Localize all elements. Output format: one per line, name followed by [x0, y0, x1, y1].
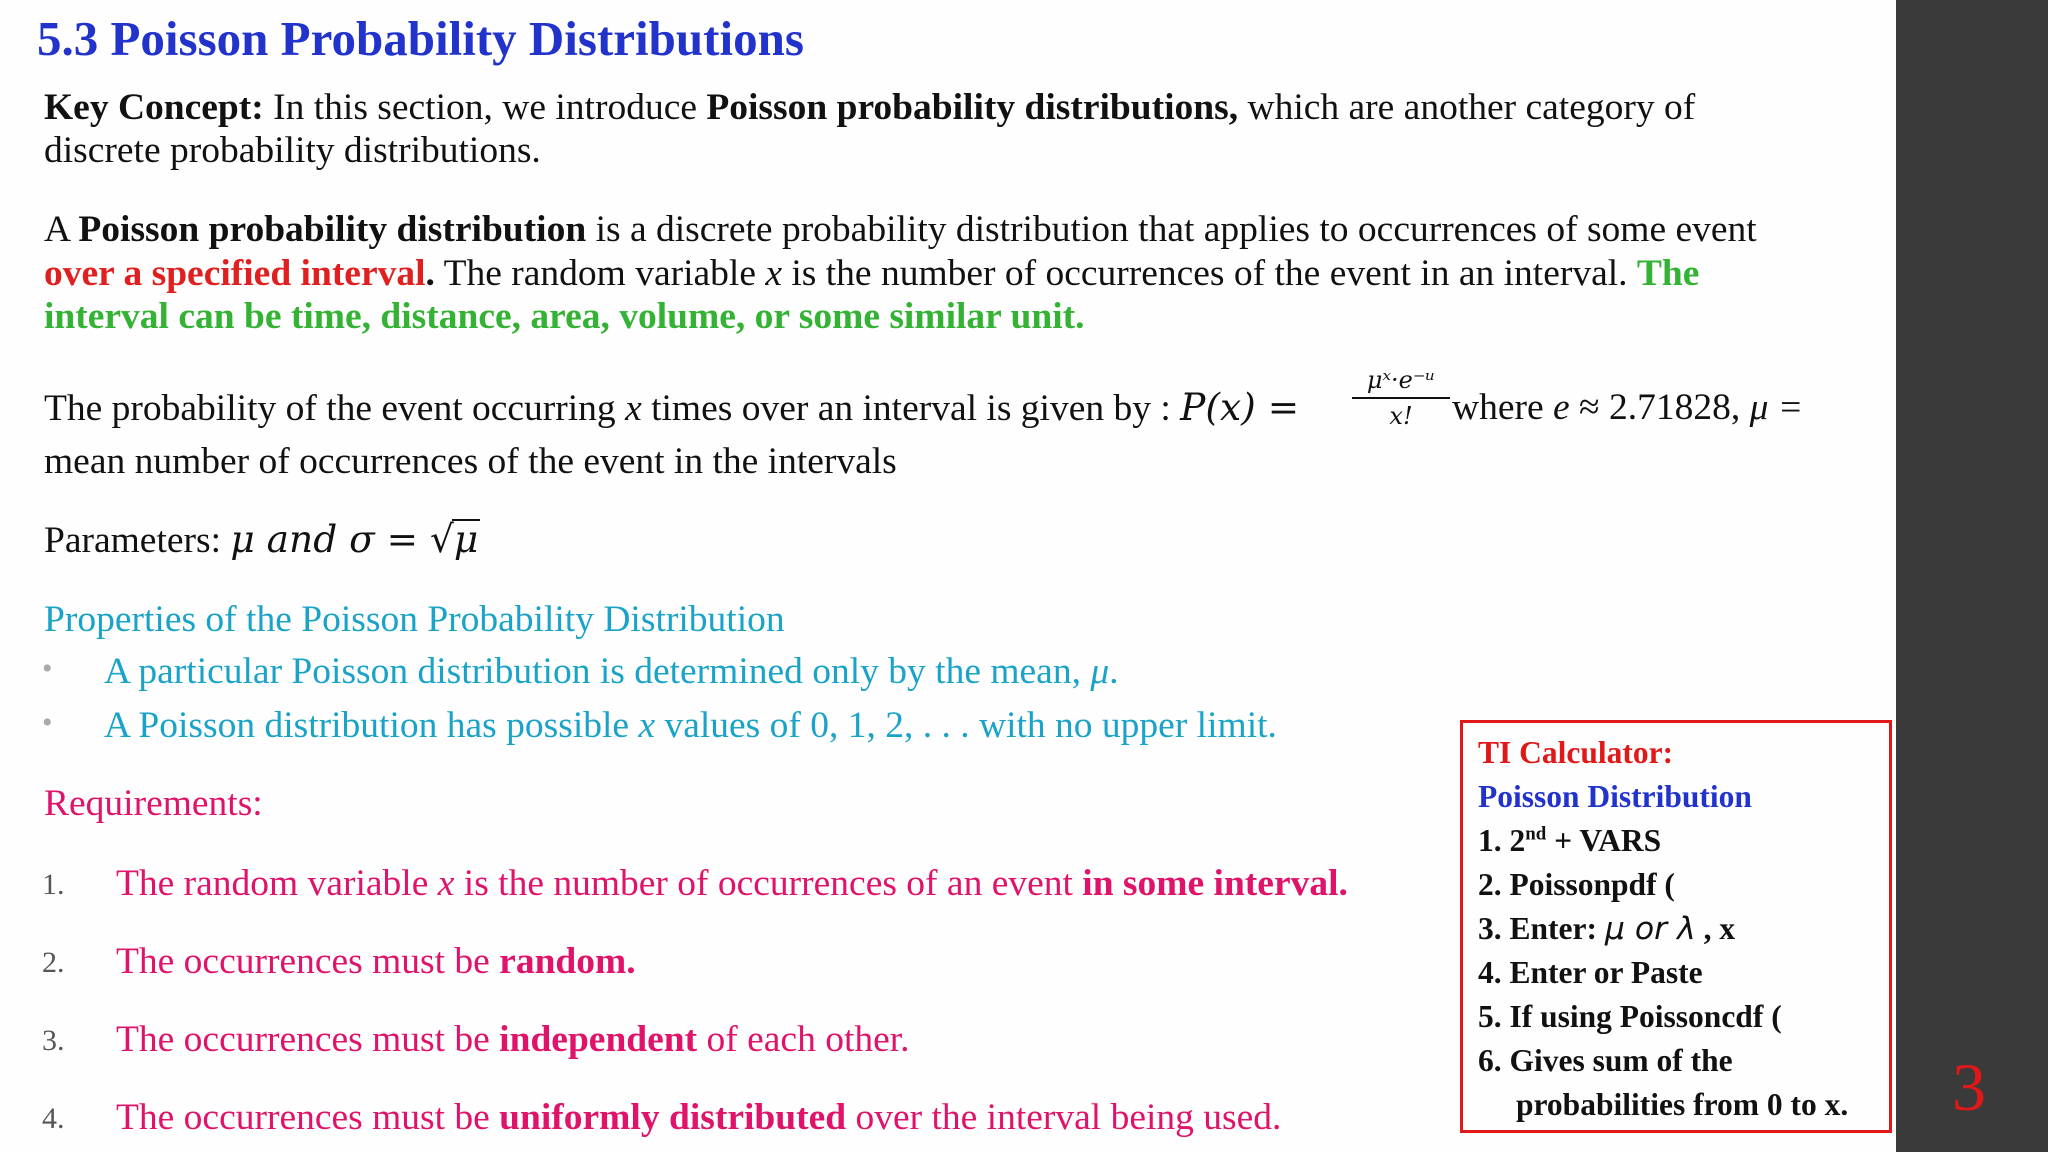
- formula-fraction: [1352, 366, 1450, 430]
- parameters-label: Parameters:: [44, 520, 231, 561]
- slide-title: 5.3 Poisson Probability Distributions: [37, 11, 804, 66]
- key-concept-bold: Poisson probability distributions,: [706, 87, 1239, 128]
- property-1-text: A particular Poisson distribution is determined only by the mean,: [104, 651, 1091, 692]
- requirement-2-text: The occurrences must be: [116, 941, 500, 982]
- ti-step-5: 5. If using Poissoncdf (: [1478, 999, 1782, 1034]
- sqrt-symbol: √: [429, 517, 454, 561]
- formula-mid: times over an interval is given by :: [641, 388, 1181, 429]
- requirement-4-text-2: over the interval being used.: [846, 1097, 1282, 1138]
- ti-heading: TI Calculator:: [1478, 735, 1674, 770]
- ti-step-4: 4. Enter or Paste: [1478, 955, 1703, 990]
- requirement-1-number: 1.: [42, 868, 65, 901]
- requirement-2-number: 2.: [42, 946, 65, 979]
- definition-text-2: The random variable: [434, 253, 766, 294]
- sqrt-mu: μ: [453, 517, 479, 561]
- ti-step-3-b: , x: [1695, 911, 1736, 946]
- key-concept-text-2: which are another category of: [1238, 87, 1696, 128]
- formula-where: [1452, 386, 1803, 429]
- formula-numerator: μˣ·e⁻ᵘ: [1366, 366, 1436, 394]
- property-1-end: .: [1109, 651, 1119, 692]
- definition-a: A: [44, 209, 79, 250]
- properties-heading: Properties of the Poisson Probability Distribution: [44, 599, 785, 640]
- ti-step-3-a: 3. Enter:: [1478, 911, 1605, 946]
- formula-line1: [44, 386, 1299, 430]
- formula-e: e: [1552, 387, 1570, 428]
- requirement-1-x: x: [437, 863, 455, 904]
- formula-var-x: x: [625, 388, 642, 429]
- requirement-4-text: The occurrences must be: [116, 1097, 500, 1138]
- requirement-2: [116, 940, 636, 983]
- definition-term: Poisson probability distribution: [78, 209, 587, 250]
- property-2-x: x: [638, 705, 656, 746]
- ti-step-3-italic: μ or λ: [1604, 911, 1696, 947]
- parameters-expr: μ and σ =: [230, 517, 430, 561]
- page-number: 3: [1952, 1049, 1986, 1125]
- requirement-4: [116, 1096, 1281, 1139]
- bullet-1: •: [42, 652, 53, 685]
- ti-step-1-b: + VARS: [1546, 823, 1662, 858]
- key-concept-label: Key Concept:: [44, 87, 264, 128]
- requirement-3-bold: independent: [499, 1019, 698, 1060]
- ti-step-1-sup: nd: [1525, 823, 1547, 845]
- bullet-2: •: [42, 706, 53, 739]
- definition-line3: [44, 295, 1085, 338]
- definition-dot: .: [425, 253, 435, 294]
- requirement-3-text-2: of each other.: [697, 1019, 910, 1060]
- requirement-3-number: 3.: [42, 1024, 65, 1057]
- requirement-4-number: 4.: [42, 1102, 65, 1135]
- definition-line1: [44, 208, 1757, 251]
- property-1-mu: μ: [1090, 651, 1110, 692]
- ti-step-3: [1478, 911, 1735, 947]
- formula-lead: The probability of the event occurring: [44, 388, 626, 429]
- parameters-line: [44, 518, 480, 562]
- property-2-text: A Poisson distribution has possible: [104, 705, 639, 746]
- definition-var-x: x: [765, 253, 782, 294]
- ti-step-6: 6. Gives sum of the: [1478, 1043, 1733, 1078]
- key-concept-line1: [44, 86, 1695, 129]
- formula-mu-eq: μ =: [1749, 387, 1804, 428]
- formula-line2: mean number of occurrences of the event in the intervals: [44, 441, 897, 482]
- requirement-3-text: The occurrences must be: [116, 1019, 500, 1060]
- requirement-1: [116, 862, 1348, 905]
- requirement-2-bold: random.: [499, 941, 636, 982]
- ti-step-1-a: 1. 2: [1478, 823, 1526, 858]
- ti-step-2: 2. Poissonpdf (: [1478, 867, 1675, 902]
- requirement-4-bold: uniformly distributed: [499, 1097, 847, 1138]
- key-concept-text: In this section, we introduce: [263, 87, 707, 128]
- property-2-text-2: values of 0, 1, 2, . . . with no upper limit.: [655, 705, 1277, 746]
- presentation-sidebar: [1896, 0, 2048, 1152]
- ti-calculator-box: [1460, 720, 1892, 1133]
- formula-denominator: x!: [1389, 402, 1413, 430]
- formula-where-text: where: [1452, 387, 1553, 428]
- formula-px: P(x) =: [1180, 385, 1300, 429]
- ti-subheading: Poisson Distribution: [1478, 779, 1752, 814]
- definition-green-2: interval can be time, distance, area, volume, or some similar unit.: [44, 296, 1085, 337]
- formula-approx: ≈ 2.71828,: [1569, 387, 1750, 428]
- definition-green-1: The: [1636, 253, 1700, 294]
- definition-line2: [44, 252, 1699, 295]
- requirement-3: [116, 1018, 910, 1061]
- fraction-bar: [1352, 397, 1450, 399]
- definition-text-3: is the number of occurrences of the event in an interval.: [782, 253, 1637, 294]
- requirement-1-text: The random variable: [116, 863, 438, 904]
- property-2: [104, 704, 1277, 747]
- definition-interval: over a specified interval: [44, 253, 426, 294]
- ti-step-1: [1478, 823, 1661, 859]
- requirement-1-bold: in some interval.: [1082, 863, 1348, 904]
- requirements-heading: Requirements:: [44, 783, 263, 824]
- requirement-1-text-2: is the number of occurrences of an event: [454, 863, 1083, 904]
- property-1: [104, 650, 1119, 693]
- ti-step-6-cont: probabilities from 0 to x.: [1516, 1087, 1849, 1122]
- definition-text: is a discrete probability distribution that applies to occurrences of some event: [586, 209, 1757, 250]
- key-concept-line2: discrete probability distributions.: [44, 130, 541, 171]
